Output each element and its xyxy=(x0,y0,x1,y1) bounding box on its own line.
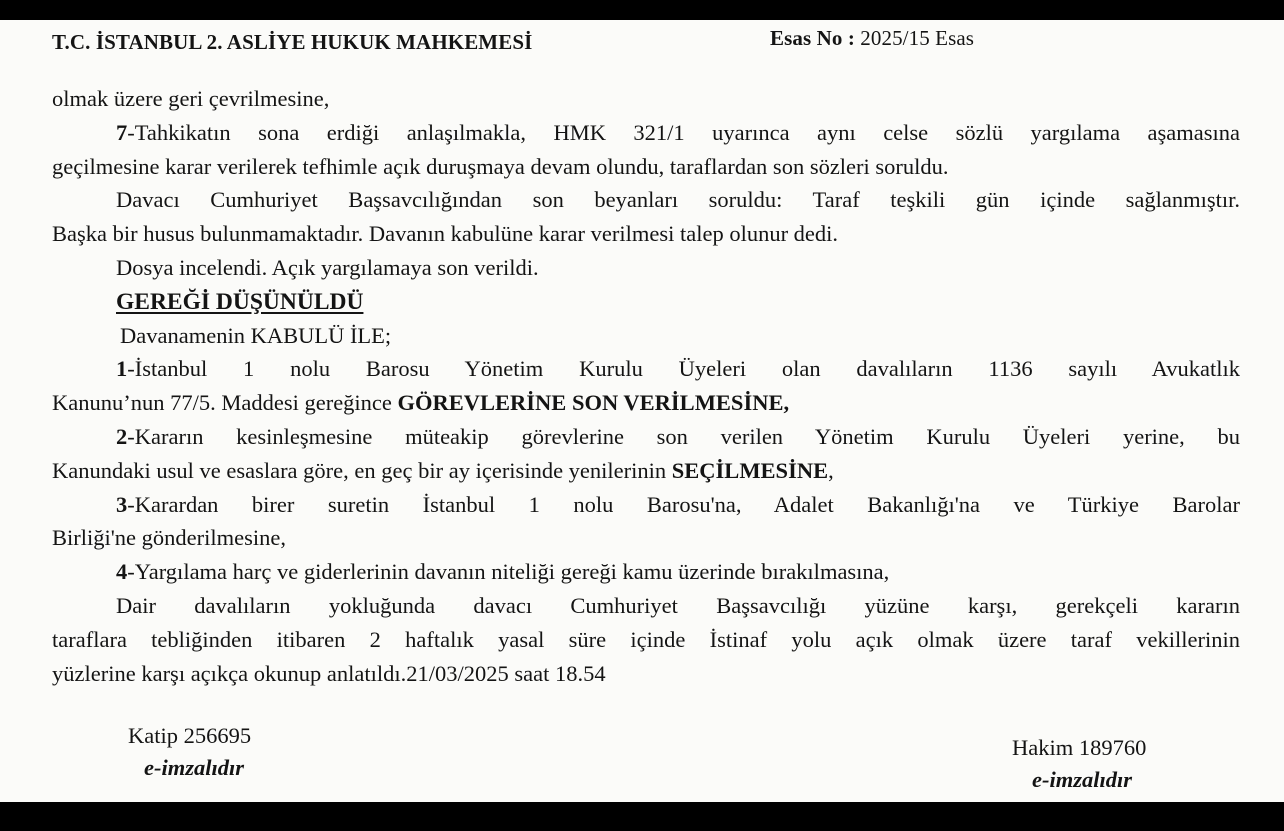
item-number: 2 xyxy=(116,423,128,449)
case-number-label: Esas No : xyxy=(770,26,855,50)
acceptance-line: Davanamenin KABULÜ İLE; xyxy=(120,322,392,348)
court-name: T.C. İSTANBUL 2. ASLİYE HUKUK MAHKEMESİ xyxy=(52,30,533,54)
case-number xyxy=(770,26,974,51)
judgment-heading-line xyxy=(52,285,1240,319)
decision-text xyxy=(52,82,1240,690)
emphasis-text: GÖREVLERİNE SON VERİLMESİNE, xyxy=(397,390,790,416)
text-span: Kanunu’nun 77/5. Maddesi gereğince xyxy=(52,390,398,416)
paragraph-7-line-1 xyxy=(52,116,1240,150)
text-span: Kanundaki usul ve esaslara göre, en geç bir ay içerisinde yenilerinin xyxy=(52,457,672,483)
file-reviewed-line: Dosya incelendi. Açık yargılamaya son verildi. xyxy=(116,254,539,280)
closing-line-2: taraflara tebliğinden itibaren 2 haftalık yasal süre içinde İstinaf yolu açık olmak üzere taraf vekillerinin xyxy=(52,626,1240,652)
text-line: olmak üzere geri çevrilmesine, xyxy=(52,86,330,111)
item-1-line-2 xyxy=(52,386,1240,420)
text-span: -Kararın kesinleşmesine müteakip görevlerine son verilen Yönetim Kurulu Üyeleri yerine, bu xyxy=(127,423,1240,449)
item-3-line-1 xyxy=(52,488,1240,522)
paragraph-7-line-2: geçilmesine karar verilerek tefhimle açık duruşmaya devam olundu, taraflardan son sözleri soruldu. xyxy=(52,153,949,179)
emphasis-text: SEÇİLMESİNE xyxy=(671,457,829,483)
item-number: 4 xyxy=(116,559,128,585)
clerk-signature xyxy=(128,720,251,784)
text-span: -Tahkikatın sona erdiği anlaşılmakla, HMK 321/1 uyarınca aynı celse sözlü yargılama aşamasına xyxy=(127,119,1240,145)
text-span: -Yargılama harç ve giderlerinin davanın niteliği gereği kamu üzerinde bırakılmasına, xyxy=(127,559,890,585)
closing-line-3: yüzlerine karşı açıkça okunup anlatıldı.21/03/2025 saat 18.54 xyxy=(52,660,606,686)
text-span: -İstanbul 1 nolu Barosu Yönetim Kurulu Üyeleri olan davalıların 1136 sayılı Avukatlık xyxy=(127,356,1240,382)
closing-line-1: Dair davalıların yokluğunda davacı Cumhuriyet Başsavcılığı yüzüne karşı, gerekçeli kararın xyxy=(116,592,1240,618)
judge-signature xyxy=(1012,732,1146,796)
judge-e-signed: e-imzalıdır xyxy=(1032,767,1132,792)
judge-id: Hakim 189760 xyxy=(1012,735,1147,760)
item-number: 3 xyxy=(116,491,128,517)
plaintiff-statement-line-1: Davacı Cumhuriyet Başsavcılığından son beyanları soruldu: Taraf teşkili gün içinde sağlanmıştır. xyxy=(116,187,1240,213)
document-page xyxy=(0,20,1284,802)
item-number: 1 xyxy=(116,356,128,382)
text-span: -Karardan birer suretin İstanbul 1 nolu Barosu'na, Adalet Bakanlığı'na ve Türkiye Barolar xyxy=(127,491,1240,517)
plaintiff-statement-line-2: Başka bir husus bulunmamaktadır. Davanın kabulüne karar verilmesi talep olunur dedi. xyxy=(52,221,839,247)
clerk-e-signed: e-imzalıdır xyxy=(144,755,244,780)
item-2-line-1 xyxy=(52,420,1240,454)
item-3-line-2: Birliği'ne gönderilmesine, xyxy=(52,525,287,551)
item-2-line-2 xyxy=(52,454,1240,488)
item-number: 7 xyxy=(116,119,128,145)
item-1-line-1 xyxy=(52,352,1240,386)
case-number-value: 2025/15 Esas xyxy=(860,26,975,50)
item-4-line-1 xyxy=(52,555,1240,589)
judgment-heading: GEREĞİ DÜŞÜNÜLDÜ xyxy=(116,288,364,315)
clerk-id: Katip 256695 xyxy=(128,723,252,748)
text-span: , xyxy=(828,457,834,483)
